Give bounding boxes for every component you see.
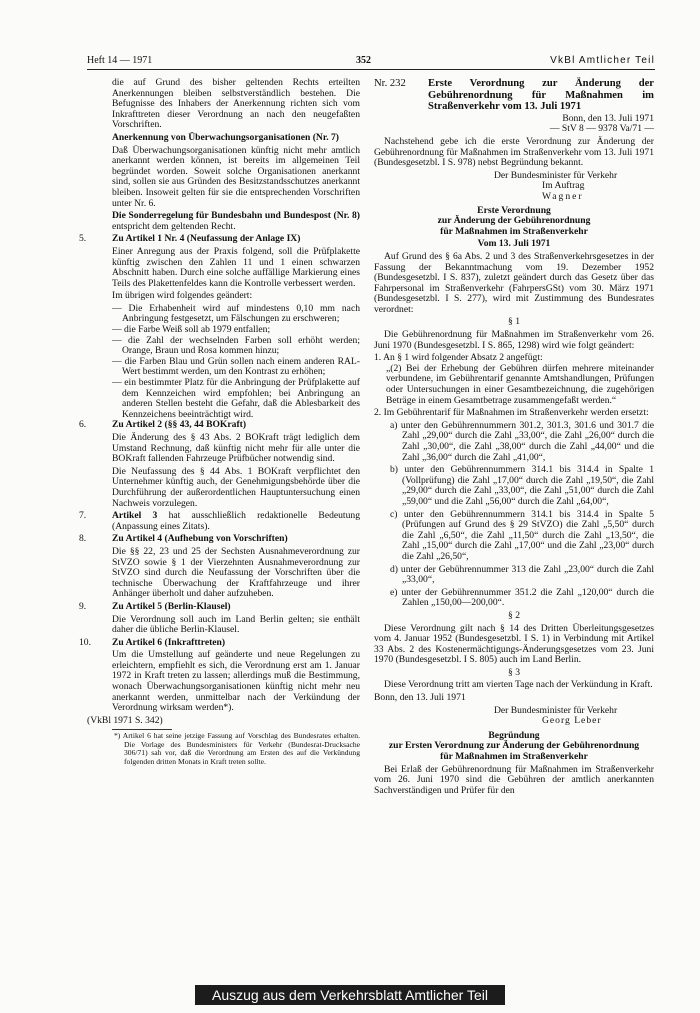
citation-ref: (VkBl 1971 S. 342): [87, 714, 163, 726]
running-header: [87, 55, 655, 69]
section-paragraph: [112, 511, 360, 532]
page-number: 352: [356, 55, 371, 66]
paragraph-1-heading: § 1: [508, 316, 520, 328]
section-6: [79, 419, 360, 509]
section-8: [79, 533, 360, 600]
publication-label: VkBl Amtlicher Teil: [550, 55, 655, 66]
section-7-text: hat ausschließlich redaktionelle Bedeutung (Anpassung eines Zitats).: [112, 510, 360, 532]
rationale-subtitle: zur Ersten Verordnung zur Änderung der Gebührenordnung: [388, 740, 640, 752]
section-paragraph: Die Neufassung des § 44 Abs. 1 BOKraft verpflichtet den Unternehmer künftig auch, der Genehmigungsbehörde über die Durchführung der außerordentlichen Hauptuntersuchung einen Nachweis vorzulegen.: [112, 465, 360, 509]
sonder-text: entspricht dem geltenden Recht.: [112, 220, 236, 232]
ueberwachung-paragraph: Daß Überwachungsorganisationen künftig nicht mehr amtlich anerkannt werden können, ist bereits im allgemeinen Teil begründet worden. Soweit solche Organisationen anerkannt sind, sollen sie aus Gründen des Besitzstandsschutzes anerkannt bleiben. Insoweit gelten für sie die entsprechenden Vorschriften unter Nr. 6.: [112, 144, 360, 209]
paragraph-2-heading: § 2: [508, 609, 520, 621]
announcement-heading: [374, 78, 654, 113]
section-number: 6.: [79, 419, 87, 431]
tariff-change: a) unter den Gebührennummern 301.2, 301.3, 301.6 und 301.7 die Zahl „29,00“ durch die Zahl „33,00“, die Zahl „26,00“ durch die Zahl „30,00“, die Zahl „38,00“ durch die Zahl „44,00“ und die Zahl „36,00“ durch die Zahl „41,00“,: [390, 419, 654, 463]
list-item: — die Farben Blau und Grün sollen nach einem anderen RAL-Wert bestimmt werden, um den Kontrast zu erhöhen;: [112, 355, 360, 378]
rationale-subtitle: für Maßnahmen im Straßenverkehr: [440, 751, 588, 763]
section-title: Zu Artikel 4 (Aufhebung von Vorschriften): [112, 533, 288, 545]
section-5: [79, 233, 360, 420]
ueberwachung-heading: Anerkennung von Überwachungsorganisationen (Nr. 7): [112, 131, 339, 143]
sonder-paragraph: [112, 211, 360, 232]
announcement-number: Nr. 232: [374, 78, 406, 89]
section-title: Zu Artikel 2 (§§ 43, 44 BOKraft): [112, 419, 247, 431]
paragraph-2-text: Diese Verordnung gilt nach § 14 des Dritten Überleitungsgesetzes vom 4. Januar 1952 (Bundesgesetzbl. I S. 1) in Verbindung mit Artikel 33 Abs. 2 des Kostenermächtigungs-Änderungsgesetzes vom 23. Juni 1970 (Bundesgesetzbl. I S. 805) auch im Land Berlin.: [374, 622, 654, 666]
signature-office: Der Bundesminister für Verkehr: [494, 704, 618, 716]
closing-dateline: Bonn, den 13. Juli 1971: [374, 692, 466, 704]
paragraph-1-text: Die Gebührenordnung für Maßnahmen im Straßenverkehr vom 26. Juni 1970 (Bundesgesetzbl. I S. 865, 1298) wird wie folgt geändert:: [374, 329, 654, 351]
sonder-heading: Die Sonderregelung für Bundesbahn und Bundespost (Nr. 8): [112, 210, 360, 222]
right-column: [374, 78, 654, 798]
ordinance-title: Erste Verordnung: [477, 204, 551, 216]
ordinance-date: Vom 13. Juli 1971: [477, 238, 551, 250]
section-number: 7.: [79, 510, 87, 522]
paragraph-3-text: Diese Verordnung tritt am vierten Tage nach der Verkündung in Kraft.: [384, 679, 653, 691]
ordinance-preamble: Auf Grund des § 6a Abs. 2 und 3 des Straßenverkehrsgesetzes in der Fassung der Bekanntmachung vom 19. Dezember 1952 (Bundesgesetzbl. I S. 837), zuletzt geändert durch das Gesetz über das Fahrpersonal im Straßenverkehr (FahrpersGSt) vom 30. März 1971 (Bundesgesetzbl. I S. 277), wird mit Zustimmung des Bundesrates verordnet:: [374, 250, 654, 315]
list-item: — die Zahl der wechselnden Farben soll erhöht werden; Orange, Braun und Rosa kommen hinzu;: [112, 334, 360, 357]
section-paragraph: Um die Umstellung auf geänderte und neue Regelungen zu erleichtern, empfiehlt es sich, die Verordnung erst am 1. Januar 1972 in Kraft treten zu lassen; allerdings muß die Bestimmung, wonach Überwachungsorganisationen künftig nicht mehr neu anerkannt werden, unmittelbar nach der Verkündung der Verordnung wirksam werden*).: [112, 649, 360, 714]
footnote-rule: [112, 729, 172, 730]
ordinance-subtitle: für Maßnahmen im Straßenverkehr: [440, 225, 588, 237]
section-9: [79, 600, 360, 636]
list-item: — die Farbe Weiß soll ab 1979 entfallen;: [112, 324, 271, 336]
section-paragraph: Die §§ 22, 23 und 25 der Sechsten Ausnahmeverordnung zur StVZO sowie § 1 der Vierzehnten Ausnahmeverordnung zur StVZO sind durch die Neufassung der Vorschriften über die technische Überwachung der Kraftfahrzeuge und ihrer Anhänger überholt und daher aufzuheben.: [112, 545, 360, 600]
section-10: [79, 636, 360, 714]
dateline: Bonn, den 13. Juli 1971: [562, 112, 654, 124]
section-paragraph: Die Verordnung soll auch im Land Berlin gelten; sie enthält daher die übliche Berlin-Klausel.: [112, 613, 360, 636]
list-item: — ein bestimmter Platz für die Anbringung der Prüfplakette auf dem Kennzeichen wird empfohlen; bei Anbringung an anderen Stellen besteht die Gefahr, daß die Ablesbarkeit des Kennzeichens beeinträchtigt wird.: [112, 377, 360, 420]
amendment-item-2: 2. Im Gebührentarif für Maßnahmen im Straßenverkehr werden ersetzt:: [374, 407, 649, 419]
signature-office: Der Bundesminister für Verkehr: [494, 169, 618, 181]
signature-name: Georg Leber: [542, 715, 602, 727]
footnote: *) Artikel 6 hat seine jetzige Fassung auf Vorschlag des Bundesrates erhalten. Die Vorlage des Bundesministers für Verkehr (Bundesrat-Drucksache 306/71) sah vor, daß die Verordnung am Ersten des auf die Verkündung folgenden dritten Monats in Kraft treten sollte.: [114, 731, 360, 766]
announcement-intro: Nachstehend gebe ich die erste Verordnung zur Änderung der Gebührenordnung für Maßnahmen im Straßenverkehr vom 13. Juli 1971 (Bundesgesetzbl. I S. 978) nebst Begründung bekannt.: [374, 135, 654, 169]
list-intro: Im übrigen wird folgendes geändert:: [112, 290, 253, 302]
rationale-title: Begründung: [488, 729, 540, 741]
section-title: Zu Artikel 5 (Berlin-Klausel): [112, 600, 231, 612]
section-paragraph: Einer Anregung aus der Praxis folgend, soll die Prüfplakette künftig zwischen den Zahlen 11 und 1 einen schwarzen Abschnitt haben. Durch eine solche auffällige Markierung eines Teils des Plakettenfeldes kann die Kontrolle verbessert werden.: [112, 245, 360, 289]
section-7: [79, 510, 360, 532]
tariff-change: b) unter den Gebührennummern 314.1 bis 314.4 in Spalte 1 (Vollprüfung) die Zahl „17,00“ durch die Zahl „19,50“, die Zahl „29,00“ durch die Zahl „33,00“, die Zahl „51,00“ durch die Zahl „59,00“ und die Zahl „56,00“ durch die Zahl „64,00“,: [390, 464, 654, 507]
issue-label: Heft 14 — 1971: [87, 55, 153, 66]
signature-name: Wagner: [542, 190, 584, 202]
paragraph-3-heading: § 3: [508, 666, 520, 678]
section-paragraph: Die Änderung des § 43 Abs. 2 BOKraft trägt lediglich dem Umstand Rechnung, daß künftig nicht mehr für alle unter die BOKraft fallenden Fahrzeuge Prüfbücher notwendig sind.: [112, 432, 360, 465]
section-number: 8.: [79, 533, 87, 545]
list-item: — Die Erhabenheit wird auf mindestens 0,10 mm nach Anbringung festgesetzt, um Fälschungen zu erschweren;: [112, 302, 360, 325]
tariff-change: d) unter der Gebührennummer 313 die Zahl „23,00“ durch die Zahl „33,00“,: [390, 563, 654, 586]
reference-number: — StV 8 — 9378 Va/71 —: [549, 123, 654, 135]
rationale-text: Bei Erlaß der Gebührenordnung für Maßnahmen im Straßenverkehr vom 26. Juni 1970 sind die Gebühren der amtlich anerkannten Sachverständigen und Prüfer für den: [374, 763, 654, 796]
ordinance-subtitle: zur Änderung der Gebührenordnung: [437, 215, 591, 227]
footer-banner: Auszug aus dem Verkehrsblatt Amtlicher Teil: [195, 985, 505, 1005]
section-title: Zu Artikel 1 Nr. 4 (Neufassung der Anlage IX): [112, 233, 301, 245]
tariff-change: e) unter der Gebührennummer 351.2 die Zahl „120,00“ durch die Zahlen „150,00—200,00“.: [390, 586, 654, 609]
section-7-bold: Artikel 3: [112, 510, 158, 522]
header-rule: [87, 69, 655, 70]
left-column: [79, 77, 360, 768]
intro-paragraph: die auf Grund des bisher geltenden Rechts erteilten Anerkennungen bleiben selbstverständlich bestehen. Die Befugnisse des Inhabers der Anerkennung richten sich vom Inkrafttreten dieser Verordnung an nach den neugefaßten Vorschriften.: [112, 77, 360, 131]
signature-auftrag: Im Auftrag: [542, 180, 585, 192]
announcement-title: Erste Verordnung zur Änderung der Gebührenordnung für Maßnahmen im Straßenverkehr vom 13. Juli 1971: [428, 78, 654, 113]
section-number: 10.: [79, 636, 91, 648]
tariff-change: c) unter den Gebührennummern 314.1 bis 314.4 in Spalte 5 (Prüfungen auf Grund des § 29 StVZO) die Zahl „5,50“ durch die Zahl „6,50“, die Zahl „11,50“ durch die Zahl „13,50“, die Zahl „15,00“ durch die Zahl „17,00“ und die Zahl „23,00“ durch die Zahl „26,50“,: [390, 508, 654, 562]
section-number: 5.: [79, 233, 87, 245]
amendment-quote: „(2) Bei der Erhebung der Gebühren dürfen mehrere miteinander verbundene, im Gebührentarif genannte Amtshandlungen, Prüfungen oder Untersuchungen in einer Gesamtbezeichnung, die zugehörigen Beträge in einem Gesamtbetrage zusammengefaßt werden.“: [386, 362, 654, 406]
amendment-item-1: 1. An § 1 wird folgender Absatz 2 angefügt:: [374, 352, 543, 364]
section-number: 9.: [79, 600, 87, 612]
section-title: Zu Artikel 6 (Inkrafttreten): [112, 636, 226, 648]
